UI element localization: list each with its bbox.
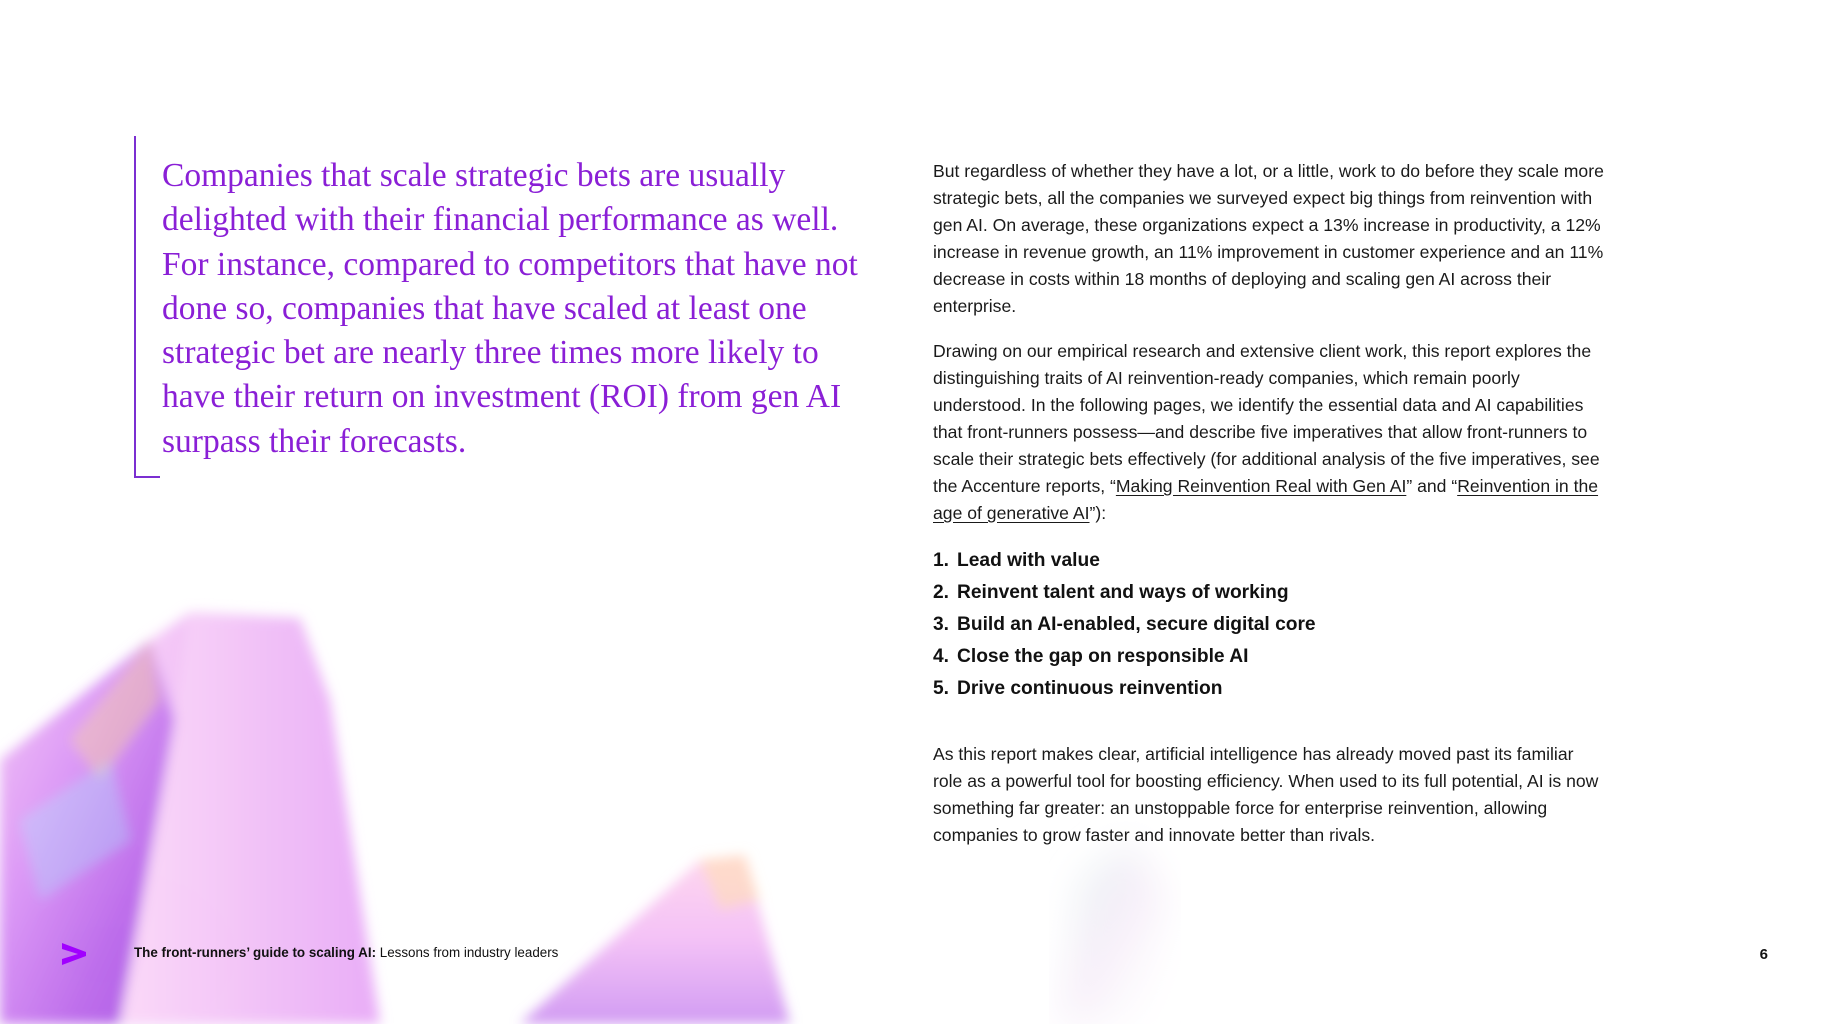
imperative-number: 4. [933, 646, 950, 667]
imperative-label: Lead with value [957, 550, 1100, 571]
reinvention-generative-ai-link[interactable]: Reinvention in the age of generative AI [933, 476, 1599, 523]
imperative-item [933, 577, 1605, 609]
body-paragraph-2 [933, 338, 1605, 527]
imperative-item [933, 641, 1605, 673]
imperative-number: 1. [933, 550, 950, 571]
imperative-number: 5. [933, 678, 950, 699]
pull-quote [134, 136, 882, 478]
imperative-label: Drive continuous reinvention [957, 678, 1223, 699]
imperative-number: 2. [933, 582, 950, 603]
pull-quote-text: Companies that scale strategic bets are usually delighted with their financial performance as well. For instance, compared to competitors that have not done so, companies that have scaled at least one strategic bet are nearly three times more likely to have their return on investment (ROI) from gen AI surpass their forecasts. [162, 157, 858, 460]
imperative-label: Close the gap on responsible AI [957, 646, 1249, 667]
paragraph-2-text-start: Drawing on our empirical research and extensive client work, this report explores the distinguishing traits of AI reinvention-ready companies, which remain poorly understood. In the following pages, we identify the essential data and AI capabilities that front-runners possess—and describe five imperatives that allow front-runners to scale their strategic bets effectively (for additional analysis of the five imperatives, see the Accenture reports, “ [933, 341, 1600, 496]
making-reinvention-real-link[interactable]: Making Reinvention Real with Gen AI [1115, 476, 1407, 496]
body-column [933, 158, 1605, 867]
paragraph-2-text-end: ”): [1089, 503, 1107, 523]
imperative-item [933, 545, 1605, 577]
accenture-chevron-icon [60, 941, 88, 967]
body-paragraph-1: But regardless of whether they have a lot, or a little, work to do before they scale more strategic bets, all the companies we surveyed expect big things from reinvention with gen AI. On average, these organizations expect a 13% increase in productivity, a 12% increase in revenue growth, an 11% improvement in customer experience and an 11% decrease in costs within 18 months of deploying and scaling gen AI across their enterprise. [933, 161, 1604, 316]
imperative-item [933, 673, 1605, 705]
footer-title-bold: The front-runners’ guide to scaling AI: [134, 945, 377, 960]
imperative-item [933, 609, 1605, 641]
imperative-label: Reinvent talent and ways of working [957, 582, 1289, 603]
footer-subtitle: Lessons from industry leaders [376, 945, 559, 960]
body-paragraph-3: As this report makes clear, artificial intelligence has already moved past its familiar role as a powerful tool for boosting efficiency. When used to its full potential, AI is now something far greater: an unstoppable force for enterprise reinvention, allowing companies to grow faster and innovate better than rivals. [933, 744, 1599, 845]
footer-report-title [134, 945, 558, 960]
imperative-number: 3. [933, 614, 950, 635]
page-number: 6 [1759, 946, 1768, 963]
imperatives-list [933, 545, 1605, 705]
imperative-label: Build an AI-enabled, secure digital core [957, 614, 1316, 635]
paragraph-2-text-middle: ” and “ [1406, 476, 1458, 496]
